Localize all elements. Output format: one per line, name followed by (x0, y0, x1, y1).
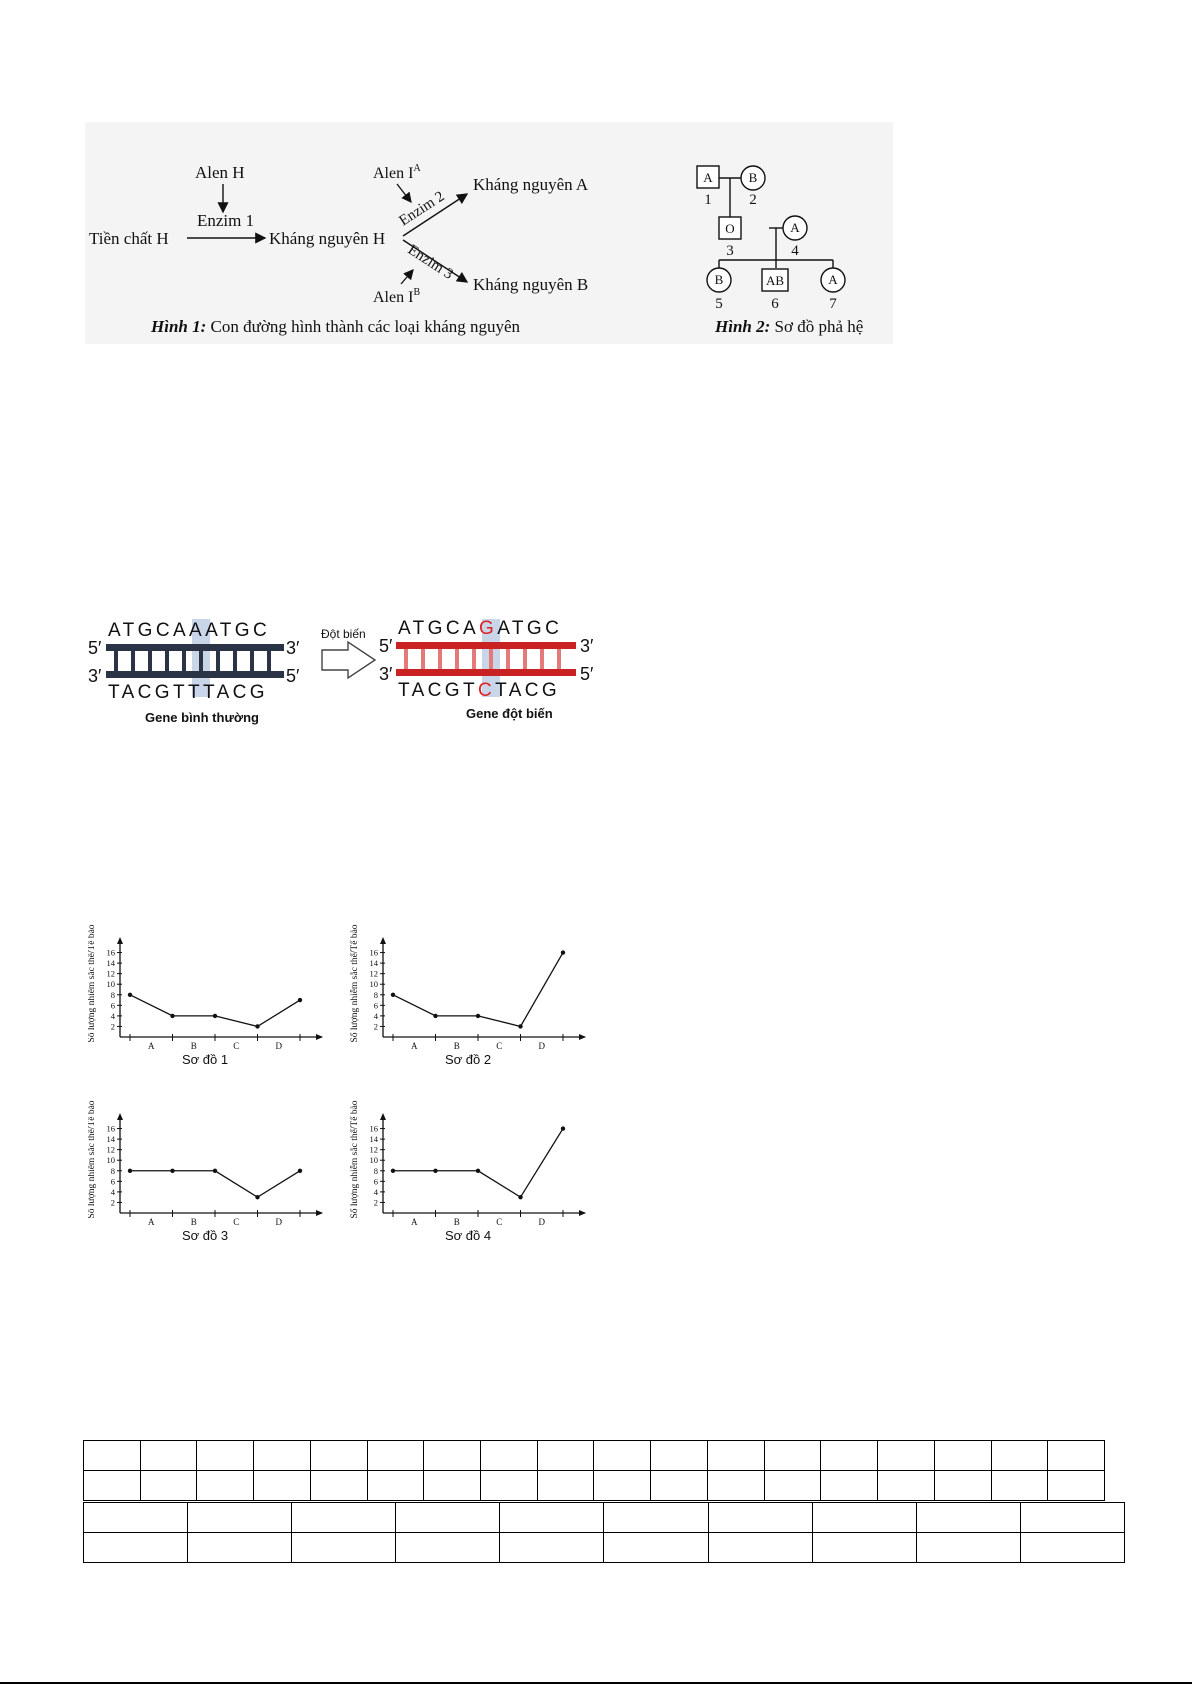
answer-table-1-cell (140, 1441, 197, 1471)
answer-table-2-cell (292, 1533, 396, 1563)
pedigree-number-2: 2 (749, 192, 757, 208)
chart-x-tick-label: D (538, 1041, 545, 1051)
chart-y-tick-label: 4 (110, 1186, 115, 1197)
mutant-backbone-top (396, 642, 576, 649)
bottom-rule (0, 1682, 1192, 1684)
chart-title: Sơ đồ 4 (444, 1228, 492, 1243)
answer-table-2 (83, 1502, 1125, 1563)
pedigree-symbol-6: AB (765, 273, 785, 288)
allele-ib-arrow (401, 270, 413, 284)
answer-table-2-row (84, 1503, 1125, 1533)
chart-y-tick-label: 2 (373, 1197, 378, 1208)
chart-data-point (128, 1169, 132, 1173)
answer-table-1-cell (934, 1441, 991, 1471)
normal-bottom-strand: TACGTTTACG (108, 682, 268, 703)
answer-table-1-cell (537, 1471, 594, 1501)
answer-table-2-cell (500, 1533, 604, 1563)
answer-table-1-cell (707, 1471, 764, 1501)
chart-x-tick-label: A (411, 1041, 418, 1051)
allele-h-label: Alen H (195, 163, 245, 182)
answer-table-1-cell (481, 1471, 538, 1501)
normal-end-5-right: 5′ (286, 666, 300, 686)
answer-table-2-cell (916, 1503, 1020, 1533)
chart-data-point (476, 1169, 480, 1173)
answer-table-1-cell (878, 1471, 935, 1501)
figure1-caption: Hình 1: Con đường hình thành các loại kháng nguyên (151, 317, 521, 336)
answer-table-2-cell (812, 1533, 916, 1563)
chart-y-axis-arrow (117, 937, 123, 944)
chart-y-tick-label: 14 (106, 1134, 115, 1145)
chart-series-line (393, 1129, 563, 1198)
chart-x-tick-label: C (233, 1041, 240, 1051)
chart-y-label: Số lượng nhiễm sắc thể/Tế bào (350, 1100, 360, 1219)
chart-series-line (130, 1171, 300, 1197)
chart-y-tick-label: 4 (110, 1010, 115, 1021)
normal-end-3-left: 3′ (88, 666, 102, 686)
chart-x-tick-label: D (275, 1217, 282, 1227)
answer-table-2-cell (84, 1503, 188, 1533)
answer-table-1-cell (310, 1471, 367, 1501)
pedigree-number-1: 1 (704, 192, 712, 208)
pedigree-number-7: 7 (829, 296, 837, 312)
answer-table-1-cell (707, 1441, 764, 1471)
mutant-top-strand: ATGCAGATGC (398, 618, 563, 639)
chart-x-tick-label: C (233, 1217, 240, 1227)
chart-x-tick-label: C (496, 1041, 503, 1051)
answer-table-2-cell (500, 1503, 604, 1533)
chart-data-point (170, 1014, 174, 1018)
answer-table-2-cell (292, 1503, 396, 1533)
answer-table-1-cell (310, 1441, 367, 1471)
chart-y-tick-label: 12 (369, 1144, 378, 1155)
chart-panel-4 (349, 1100, 586, 1243)
chart-data-point (213, 1169, 217, 1173)
allele-ib-label: Alen $I^B$ (373, 287, 421, 306)
chart-x-axis-arrow (316, 1034, 323, 1040)
answer-table-2-cell (188, 1503, 292, 1533)
chart-x-tick-label: D (275, 1041, 282, 1051)
chart-x-tick-label: B (453, 1217, 460, 1227)
pedigree-symbol-2: B (748, 170, 758, 185)
chart-y-tick-label: 2 (373, 1021, 378, 1032)
answer-table-1-cell (254, 1471, 311, 1501)
mutant-backbone-bottom (396, 669, 576, 676)
chart-y-tick-label: 12 (369, 968, 378, 979)
answer-table-2-cell (604, 1533, 708, 1563)
normal-backbone-bottom (106, 671, 284, 678)
chart-data-point (433, 1014, 437, 1018)
chart-data-point (518, 1024, 522, 1028)
answer-table-2-cell (1020, 1533, 1124, 1563)
chart-y-tick-label: 14 (369, 1134, 378, 1145)
chart-data-point (433, 1169, 437, 1173)
chart-x-tick-label: B (190, 1217, 197, 1227)
chart-data-point (170, 1169, 174, 1173)
chart-x-axis-arrow (579, 1210, 586, 1216)
chromosome-charts-svg (88, 912, 608, 1257)
enzyme3-label: Enzim 3 (404, 241, 456, 283)
chart-y-tick-label: 12 (106, 968, 115, 979)
normal-gene-caption: Gene bình thường (145, 710, 259, 725)
answer-table-1-cell (934, 1471, 991, 1501)
mutation-arrow-icon (322, 642, 375, 678)
answer-table-1-cell (367, 1441, 424, 1471)
answer-table-1 (83, 1440, 1105, 1501)
answer-table-2-cell (188, 1533, 292, 1563)
chart-title: Sơ đồ 1 (181, 1052, 229, 1067)
chart-data-point (298, 998, 302, 1002)
antigen-a-label: Kháng nguyên A (473, 175, 589, 194)
chart-y-tick-label: 8 (373, 989, 378, 1000)
chart-y-label: Số lượng nhiễm sắc thể/Tế bào (350, 924, 360, 1043)
mutant-end-5-left: 5′ (379, 636, 393, 656)
pedigree-symbol-1: A (703, 170, 713, 185)
mutant-gene-caption: Gene đột biến (466, 706, 553, 721)
pedigree-symbol-7: A (828, 272, 838, 287)
chart-y-label: Số lượng nhiễm sắc thể/Tế bào (88, 924, 97, 1043)
mutant-end-5-right: 5′ (580, 664, 594, 684)
answer-table-1-cell (764, 1471, 821, 1501)
enzyme2-label: Enzim 2 (396, 188, 448, 230)
answer-table-1-cell (764, 1441, 821, 1471)
chart-x-tick-label: B (453, 1041, 460, 1051)
chart-y-tick-label: 8 (373, 1165, 378, 1176)
pedigree-number-6: 6 (771, 296, 779, 312)
allele-ia-label: Alen $I^A$ (373, 163, 421, 182)
pedigree-symbol-3: O (725, 221, 735, 236)
chart-data-point (518, 1195, 522, 1199)
chart-x-tick-label: A (411, 1217, 418, 1227)
pedigree-number-4: 4 (791, 243, 799, 259)
chart-data-point (561, 1126, 565, 1130)
dna-mutation-figure (88, 610, 628, 730)
pedigree-symbol-4: A (790, 220, 800, 235)
chart-data-point (255, 1195, 259, 1199)
answer-table-1-cell (84, 1471, 141, 1501)
chart-panel-3 (88, 1100, 323, 1243)
chart-y-axis-arrow (380, 937, 386, 944)
answer-table-2-cell (1020, 1503, 1124, 1533)
chart-y-tick-label: 6 (373, 1000, 378, 1011)
answer-table-1-row (84, 1441, 1105, 1471)
chart-y-tick-label: 10 (369, 1155, 378, 1166)
chart-data-point (391, 1169, 395, 1173)
chart-x-tick-label: A (148, 1217, 155, 1227)
answer-table-1-cell (594, 1441, 651, 1471)
answer-table-1-cell (197, 1441, 254, 1471)
dna-mutation-svg (88, 610, 628, 730)
pedigree-number-5: 5 (715, 296, 723, 312)
mutant-bottom-strand: TACGTCTACG (398, 680, 561, 701)
mutant-end-3-left: 3′ (379, 664, 393, 684)
answer-table-1-cell (84, 1441, 141, 1471)
chart-data-point (128, 993, 132, 997)
answer-table-2-cell (396, 1533, 500, 1563)
antigen-h-label: Kháng nguyên H (269, 229, 386, 248)
chart-y-tick-label: 2 (110, 1197, 115, 1208)
answer-table-2-cell (812, 1503, 916, 1533)
chart-y-tick-label: 10 (106, 1155, 115, 1166)
normal-end-5-left: 5′ (88, 638, 102, 658)
chart-data-point (476, 1014, 480, 1018)
answer-table-2-cell (708, 1533, 812, 1563)
answer-table-1-cell (821, 1441, 878, 1471)
answer-table-2-cell (84, 1533, 188, 1563)
chromosome-charts (88, 912, 608, 1257)
allele-ia-arrow (397, 184, 411, 202)
chart-x-tick-label: A (148, 1041, 155, 1051)
answer-table-2-row (84, 1533, 1125, 1563)
answer-table-1-cell (651, 1471, 708, 1501)
answer-table-1-cell (991, 1471, 1048, 1501)
chart-y-tick-label: 16 (369, 947, 378, 958)
chart-panel-2 (349, 924, 586, 1067)
answer-table-1-cell (140, 1471, 197, 1501)
figure2-caption: Hình 2: Sơ đồ phả hệ (715, 317, 864, 336)
chart-y-tick-label: 8 (110, 1165, 115, 1176)
answer-table-1-cell (594, 1471, 651, 1501)
chart-series-line (130, 995, 300, 1027)
answer-table-1-cell (424, 1471, 481, 1501)
answer-table-1-cell (1048, 1471, 1105, 1501)
answer-table-2-cell (396, 1503, 500, 1533)
chart-y-tick-label: 16 (369, 1123, 378, 1134)
chart-x-axis-arrow (579, 1034, 586, 1040)
chart-y-tick-label: 8 (110, 989, 115, 1000)
precursor-label: Tiền chất H (89, 229, 169, 248)
answer-table-2-cell (916, 1533, 1020, 1563)
chart-x-tick-label: D (538, 1217, 545, 1227)
chart-x-tick-label: C (496, 1217, 503, 1227)
normal-backbone-top (106, 644, 284, 651)
answer-table-1-row (84, 1471, 1105, 1501)
pedigree-symbol-5: B (714, 272, 724, 287)
normal-top-strand: ATGCAAATGC (108, 620, 271, 641)
chart-x-tick-label: B (190, 1041, 197, 1051)
chart-y-tick-label: 6 (373, 1176, 378, 1187)
pedigree-number-3: 3 (726, 243, 734, 259)
chart-y-tick-label: 16 (106, 947, 115, 958)
chart-y-axis-arrow (380, 1113, 386, 1120)
answer-table-1-cell (537, 1441, 594, 1471)
answer-table-1-cell (367, 1471, 424, 1501)
normal-end-3-right: 3′ (286, 638, 300, 658)
enzyme1-label: Enzim 1 (197, 211, 255, 230)
chart-y-tick-label: 4 (373, 1010, 378, 1021)
answer-table-1-cell (424, 1441, 481, 1471)
chart-y-tick-label: 16 (106, 1123, 115, 1134)
answer-table-1-cell (651, 1441, 708, 1471)
chart-data-point (213, 1014, 217, 1018)
mutant-end-3-right: 3′ (580, 636, 594, 656)
chart-y-tick-label: 6 (110, 1000, 115, 1011)
chart-y-label: Số lượng nhiễm sắc thể/Tế bào (88, 1100, 97, 1219)
chart-y-tick-label: 6 (110, 1176, 115, 1187)
chart-x-axis-arrow (316, 1210, 323, 1216)
chart-y-tick-label: 4 (373, 1186, 378, 1197)
chart-title: Sơ đồ 2 (444, 1052, 492, 1067)
answer-table-1-cell (991, 1441, 1048, 1471)
chart-y-tick-label: 14 (369, 958, 378, 969)
answer-table-1-cell (481, 1441, 538, 1471)
mutation-arrow-label: Đột biến (321, 627, 366, 641)
answer-table-1-cell (1048, 1441, 1105, 1471)
answer-table-1-cell (878, 1441, 935, 1471)
chart-data-point (391, 993, 395, 997)
chart-y-tick-label: 2 (110, 1021, 115, 1032)
answer-table-2-cell (708, 1503, 812, 1533)
chart-y-tick-label: 14 (106, 958, 115, 969)
chart-y-tick-label: 10 (369, 979, 378, 990)
antigen-figure (85, 122, 893, 344)
chart-panel-1 (88, 924, 323, 1067)
antigen-b-label: Kháng nguyên B (473, 275, 589, 294)
antigen-figure-svg (85, 122, 893, 344)
chart-data-point (255, 1024, 259, 1028)
chart-y-axis-arrow (117, 1113, 123, 1120)
chart-data-point (561, 950, 565, 954)
answer-table-1-cell (197, 1471, 254, 1501)
answer-table-2-cell (604, 1503, 708, 1533)
chart-y-tick-label: 12 (106, 1144, 115, 1155)
chart-y-tick-label: 10 (106, 979, 115, 990)
answer-table-1-cell (254, 1441, 311, 1471)
answer-table-1-cell (821, 1471, 878, 1501)
chart-data-point (298, 1169, 302, 1173)
chart-title: Sơ đồ 3 (181, 1228, 229, 1243)
